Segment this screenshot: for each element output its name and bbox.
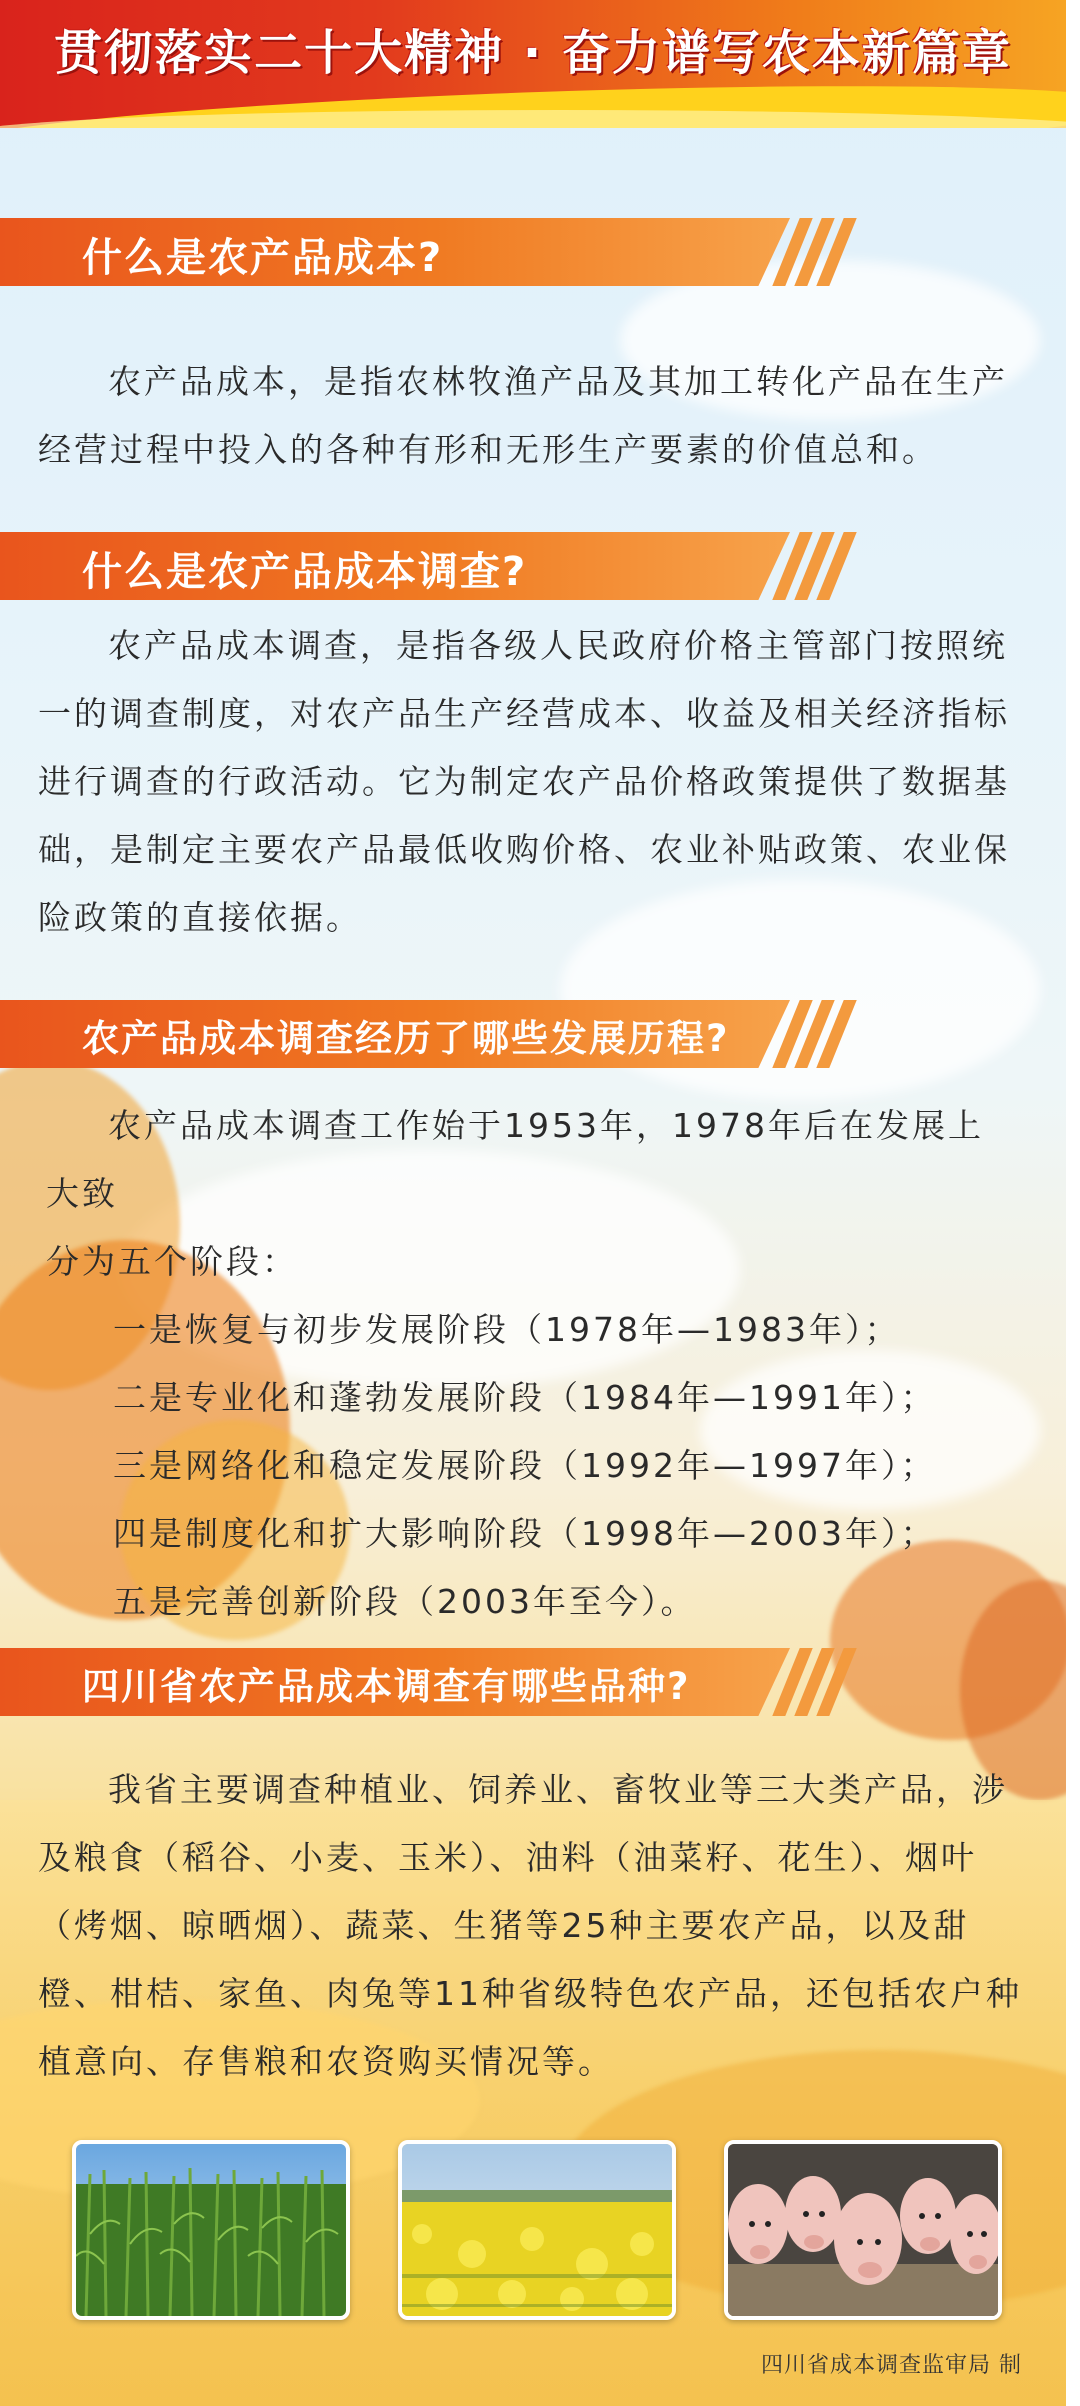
banner-stripes xyxy=(786,218,866,286)
corn-field-photo xyxy=(72,2140,350,2320)
page-title: 贯彻落实二十大精神 · 奋力谱写农本新篇章 xyxy=(54,25,1012,81)
footer-credit: 四川省成本调查监审局 制 xyxy=(761,2353,1022,2378)
stage-item: 四是制度化和扩大影响阶段（1998年—2003年）； xyxy=(113,1514,937,1553)
section-banner-4 xyxy=(0,1648,790,1716)
section-banner-3 xyxy=(0,1000,790,1068)
paragraph: 我省主要调查种植业、饲养业、畜牧业等三大类产品，涉及粮食（稻谷、小麦、玉米）、油料（油菜籽、花生）、烟叶（烤烟、晾晒烟）、蔬菜、生猪等25种主要农产品，以及甜橙、柑桔、家鱼、肉兔等11种省级特色农产品，还包括农户种植意向、存售粮和农资购买情况等。 xyxy=(38,1770,1022,2081)
page-edge xyxy=(1066,0,1080,2406)
piglets-photo xyxy=(724,2140,1002,2320)
section-banner-2 xyxy=(0,532,790,600)
header-banner xyxy=(0,0,1066,128)
section-title: 农产品成本调查经历了哪些发展历程? xyxy=(82,1017,730,1060)
section-title: 四川省农产品成本调查有哪些品种? xyxy=(82,1665,691,1708)
section-2-text xyxy=(38,612,1038,952)
paragraph: 分为五个阶段： xyxy=(46,1242,298,1281)
banner-stripes xyxy=(786,1000,866,1068)
section-1-text xyxy=(38,348,1038,484)
stage-item: 一是恢复与初步发展阶段（1978年—1983年）； xyxy=(113,1310,901,1349)
paragraph: 农产品成本调查工作始于1953年，1978年后在发展上 xyxy=(108,1106,984,1145)
section-banner-1 xyxy=(0,218,790,286)
paragraph: 农产品成本调查，是指各级人民政府价格主管部门按照统一的调查制度，对农产品生产经营成本、收益及相关经济指标进行调查的行政活动。它为制定农产品价格政策提供了数据基础，是制定主要农产品最低收购价格、农业补贴政策、农业保险政策的直接依据。 xyxy=(38,626,1010,937)
paragraph: 大致 xyxy=(46,1174,118,1213)
section-title: 什么是农产品成本调查? xyxy=(82,549,528,595)
rapeseed-field-photo xyxy=(398,2140,676,2320)
stage-item: 二是专业化和蓬勃发展阶段（1984年—1991年）； xyxy=(113,1378,937,1417)
section-4-text xyxy=(38,1756,1038,2096)
section-title: 什么是农产品成本? xyxy=(82,235,444,281)
banner-stripes xyxy=(786,1648,866,1716)
section-3-text xyxy=(38,1092,1038,1636)
stage-item: 三是网络化和稳定发展阶段（1992年—1997年）； xyxy=(113,1446,937,1485)
stage-item: 五是完善创新阶段（2003年至今）。 xyxy=(113,1582,697,1621)
paragraph: 农产品成本，是指农林牧渔产品及其加工转化产品在生产经营过程中投入的各种有形和无形生产要素的价值总和。 xyxy=(38,362,1008,469)
banner-stripes xyxy=(786,532,866,600)
